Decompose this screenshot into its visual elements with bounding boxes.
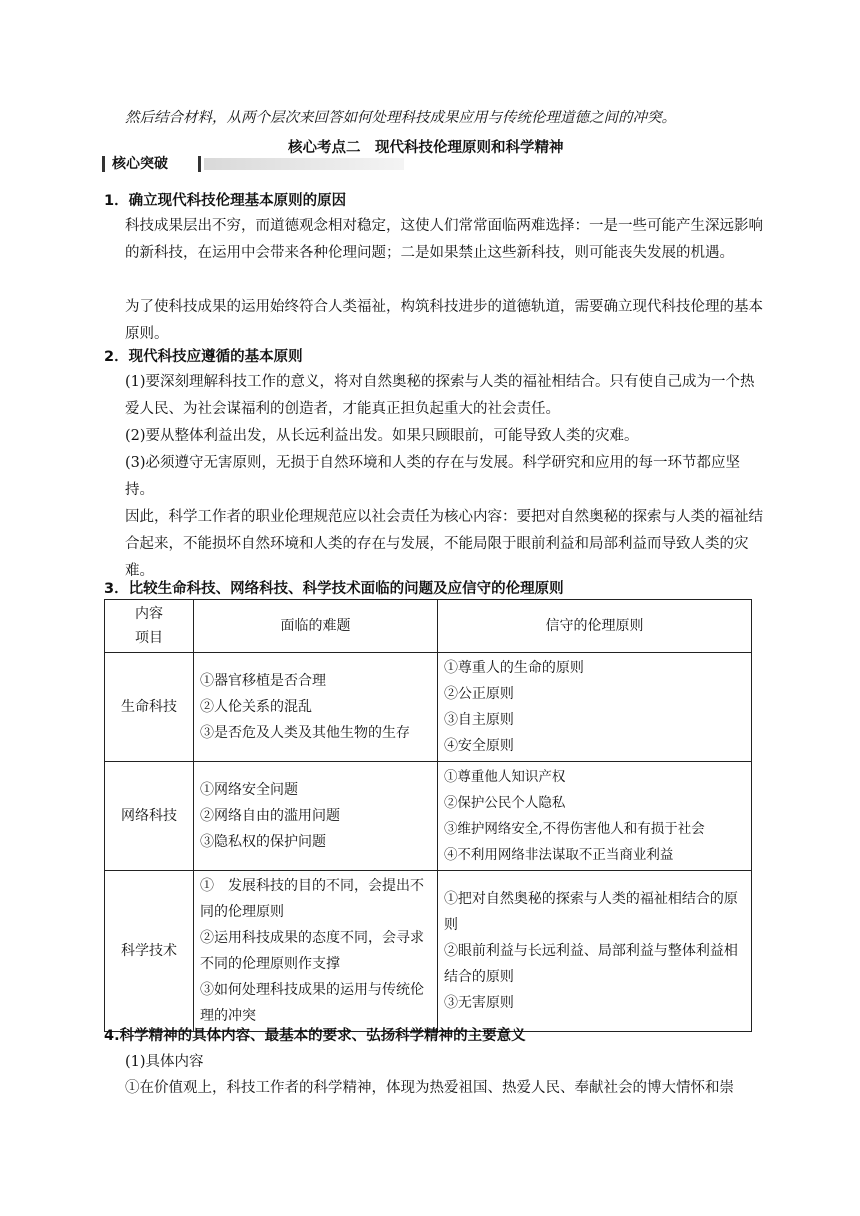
network-tech-principles <box>437 762 751 871</box>
item-2-paragraph-1: (1)要深刻理解科技工作的意义，将对自然奥秘的探索与人类的福祉相结合。只有使自己成为一个热爱人民、为社会谋福利的创造者，才能真正担负起重大的社会责任。 <box>125 374 755 417</box>
science-tech-problems <box>193 871 437 1032</box>
list-item: ③自主原则 <box>443 712 514 728</box>
item-3-heading: 3．比较生命科技、网络科技、科学技术面临的问题及应信守的伦理原则 <box>104 581 564 597</box>
corner-top-label: 内容 <box>134 606 163 622</box>
list-item: ①器官移植是否合理 <box>199 673 326 689</box>
intro-line: 然后结合材料，从两个层次来回答如何处理科技成果应用与传统伦理道德之间的冲突。 <box>125 110 676 126</box>
list-item: ②运用科技成果的态度不同，会寻求不同的伦理原则作支撑 <box>199 930 424 972</box>
banner-left-bar <box>102 156 105 172</box>
life-tech-principles <box>437 653 751 762</box>
science-tech-principles <box>437 871 751 1032</box>
network-tech-problems <box>193 762 437 871</box>
row-name-life-tech: 生命科技 <box>105 653 194 762</box>
life-tech-problems <box>193 653 437 762</box>
row-name-network-tech: 网络科技 <box>105 762 194 871</box>
item-1-paragraph-1: 科技成果层出不穷，而道德观念相对稳定，这使人们常常面临两难选择：一是一些可能产生深远影响的新科技，在运用中会带来各种伦理问题；二是如果禁止这些新科技，则可能丧失发展的机遇。 <box>125 218 763 261</box>
list-item: ②保护公民个人隐私 <box>443 795 566 811</box>
header-problems: 面临的难题 <box>193 600 437 653</box>
item-1-paragraph-2: 为了使科技成果的运用始终符合人类福祉，构筑科技进步的道德轨道，需要确立现代科技伦理的基本原则。 <box>125 299 763 342</box>
ethics-comparison-table <box>104 599 752 1032</box>
list-item: ②眼前利益与长远利益、局部利益与整体利益相结合的原则 <box>443 943 738 985</box>
list-item: ③如何处理科技成果的运用与传统伦理的冲突 <box>199 982 424 1024</box>
list-item: ③是否危及人类及其他生物的生存 <box>199 725 410 741</box>
section-title: 核心考点二 现代科技伦理原则和科学精神 <box>288 140 564 156</box>
item-4-line: ①在价值观上，科技工作者的科学精神，体现为热爱祖国、热爱人民、奉献社会的博大情怀和崇 <box>125 1080 734 1096</box>
item-4-subheading: (1)具体内容 <box>125 1054 204 1070</box>
table-row <box>105 871 752 1032</box>
list-item: ④不利用网络非法谋取不正当商业利益 <box>443 847 674 863</box>
item-1-heading: 1．确立现代科技伦理基本原则的原因 <box>104 193 347 209</box>
list-item: ②人伦关系的混乱 <box>199 699 312 715</box>
row-name-science-tech: 科学技术 <box>105 871 194 1032</box>
list-item: ①尊重人的生命的原则 <box>443 660 584 676</box>
list-item: ②网络自由的滥用问题 <box>199 808 340 824</box>
list-item: ②公正原则 <box>443 686 514 702</box>
list-item: ③隐私权的保护问题 <box>199 834 326 850</box>
item-2-paragraph-3: (3)必须遵守无害原则，无损于自然环境和人类的存在与发展。科学研究和应用的每一环节都应坚持。 <box>125 455 741 498</box>
list-item: ①尊重他人知识产权 <box>443 769 566 785</box>
banner-gradient <box>204 158 404 170</box>
table-header-row <box>105 600 752 653</box>
list-item: ③无害原则 <box>443 995 514 1011</box>
list-item: ① 发展科技的目的不同，会提出不同的伦理原则 <box>199 878 424 920</box>
item-2-heading: 2．现代科技应遵循的基本原则 <box>104 349 303 365</box>
corner-bottom-label: 项目 <box>134 630 163 646</box>
header-principles: 信守的伦理原则 <box>437 600 751 653</box>
banner-right-bar <box>198 156 201 172</box>
table-row <box>105 762 752 871</box>
list-item: ①把对自然奥秘的探索与人类的福祉相结合的原则 <box>443 891 738 933</box>
item-4-heading: 4.科学精神的具体内容、最基本的要求、弘扬科学精神的主要意义 <box>104 1028 526 1044</box>
item-2-paragraph-2: (2)要从整体利益出发，从长远利益出发。如果只顾眼前，可能导致人类的灾难。 <box>125 428 639 444</box>
list-item: ①网络安全问题 <box>199 782 298 798</box>
banner-label: 核心突破 <box>112 156 168 172</box>
list-item: ③维护网络安全,不得伤害他人和有损于社会 <box>443 821 705 837</box>
table-row <box>105 653 752 762</box>
list-item: ④安全原则 <box>443 738 514 754</box>
core-breakthrough-banner <box>102 154 402 174</box>
table-corner-cell <box>105 600 194 653</box>
item-2-paragraph-4: 因此，科学工作者的职业伦理规范应以社会责任为核心内容：要把对自然奥秘的探索与人类的福祉结合起来，不能损坏自然环境和人类的存在与发展，不能局限于眼前利益和局部利益而导致人类的灾难。 <box>125 509 763 579</box>
